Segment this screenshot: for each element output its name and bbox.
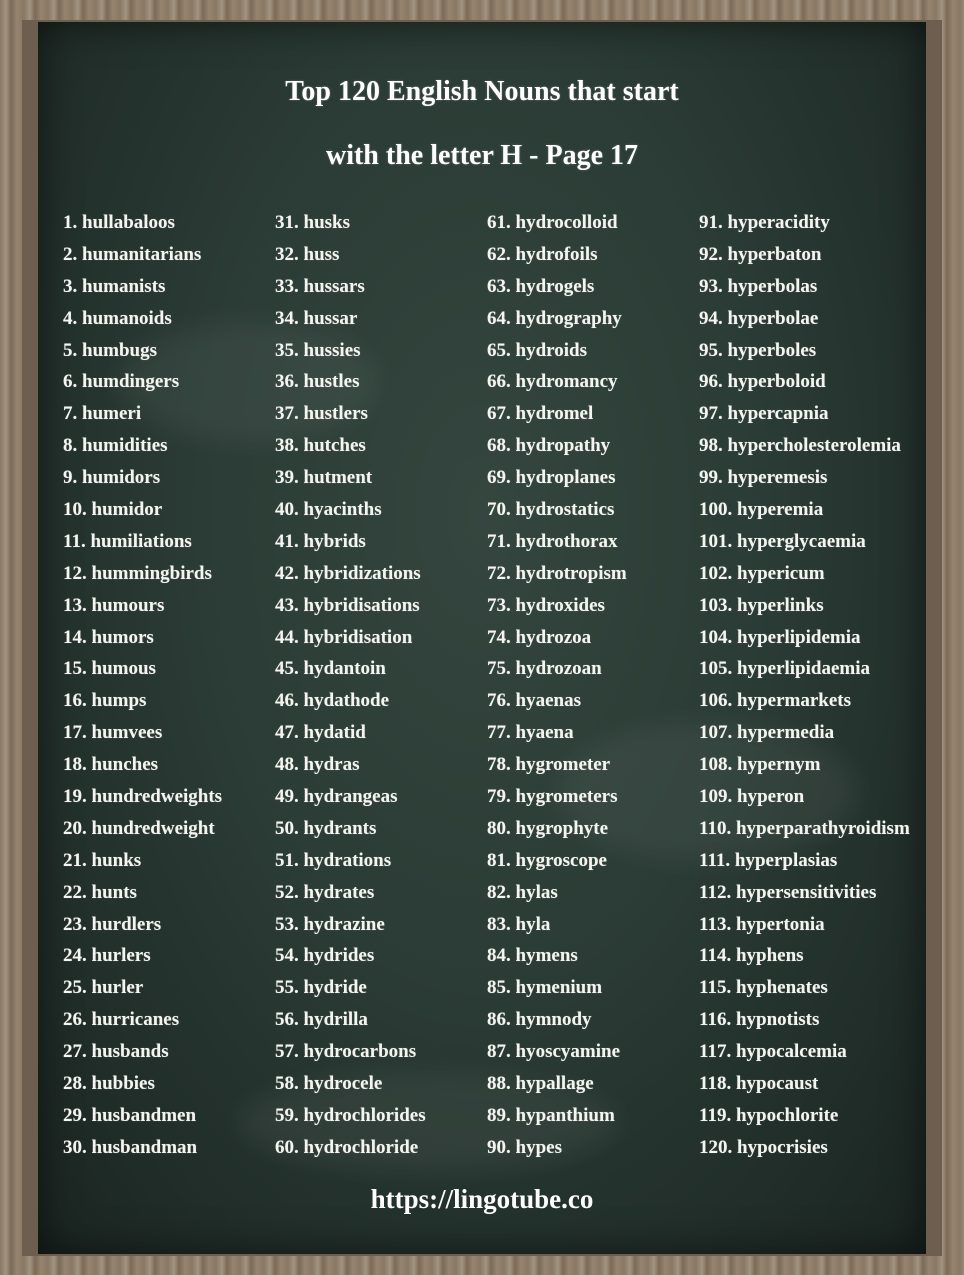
word-list-item: 45. hydantoin (275, 658, 386, 680)
word-list-item: 9. humidors (63, 467, 161, 489)
word-list-item: 69. hydroplanes (487, 467, 616, 489)
word-list-item: 54. hydrides (275, 945, 375, 967)
word-list-item: 98. hypercholesterolemia (699, 435, 901, 457)
word-list-item: 71. hydrothorax (487, 530, 618, 552)
word-list-item: 99. hyperemesis (699, 467, 828, 489)
word-list-item: 22. hunts (63, 881, 137, 903)
word-list-item: 13. humours (63, 594, 165, 616)
word-list-item: 103. hyperlinks (699, 594, 824, 616)
word-list-item: 33. hussars (275, 275, 365, 297)
word-list-item: 120. hypocrisies (699, 1136, 828, 1158)
word-list-item: 29. husbandmen (63, 1104, 197, 1126)
word-list-item: 85. hymenium (487, 977, 603, 999)
word-list-item: 89. hypanthium (487, 1104, 615, 1126)
word-list-item: 77. hyaena (487, 722, 574, 744)
word-list-item: 64. hydrography (487, 307, 622, 329)
word-list-item: 93. hyperbolas (699, 275, 818, 297)
word-list-item: 37. hustlers (275, 403, 368, 425)
word-list-item: 68. hydropathy (487, 435, 611, 457)
word-list-item: 35. hussies (275, 339, 361, 361)
word-list-item: 95. hyperboles (699, 339, 817, 361)
word-list-item: 78. hygrometer (487, 754, 611, 776)
word-list-item: 4. humanoids (63, 307, 172, 329)
word-list-item: 10. humidor (63, 499, 163, 521)
word-list-item: 87. hyoscyamine (487, 1041, 620, 1063)
word-list-item: 8. humidities (63, 435, 168, 457)
word-list-item: 91. hyperacidity (699, 212, 830, 233)
page-title-line-1: Top 120 English Nouns that start (285, 76, 679, 107)
word-list-item: 112. hypersensitivities (699, 881, 877, 903)
word-list-item: 46. hydathode (275, 690, 390, 712)
word-list-item: 76. hyaenas (487, 690, 581, 712)
word-list-item: 66. hydromancy (487, 371, 618, 393)
word-list-item: 65. hydroids (487, 339, 587, 361)
word-list-item: 36. hustles (275, 371, 360, 393)
word-list-item: 19. hundredweights (63, 786, 223, 808)
word-list-item: 6. humdingers (63, 371, 180, 393)
word-list-item: 31. husks (275, 212, 350, 233)
word-list-item: 106. hypermarkets (699, 690, 851, 712)
word-list-item: 39. hutment (275, 467, 373, 489)
word-list-item: 12. hummingbirds (63, 562, 212, 584)
word-list-item: 5. humbugs (63, 339, 157, 361)
word-list-item: 101. hyperglycaemia (699, 530, 866, 552)
word-list-item: 90. hypes (487, 1136, 562, 1158)
word-list-item: 51. hydrations (275, 849, 392, 871)
word-list-item: 57. hydrocarbons (275, 1041, 417, 1063)
word-list-item: 49. hydrangeas (275, 786, 398, 808)
word-list-item: 47. hydatid (275, 722, 366, 744)
word-list-item: 70. hydrostatics (487, 499, 615, 521)
word-list-item: 88. hypallage (487, 1073, 594, 1095)
word-list-item: 81. hygroscope (487, 849, 607, 871)
page-title-line-2: with the letter H - Page 17 (325, 140, 639, 171)
word-list-item: 96. hyperboloid (699, 371, 826, 393)
word-list-item: 58. hydrocele (275, 1073, 383, 1095)
word-column-2 (275, 210, 426, 1167)
word-list-item: 63. hydrogels (487, 275, 595, 297)
word-list-item: 15. humous (63, 658, 156, 680)
word-list-item: 52. hydrates (275, 881, 375, 903)
word-list-item: 116. hypnotists (699, 1009, 820, 1031)
word-list-item: 82. hylas (487, 881, 558, 903)
word-list-item: 92. hyperbaton (699, 243, 822, 265)
word-column-1 (63, 210, 222, 1167)
word-list-item: 53. hydrazine (275, 913, 385, 935)
word-list-item: 42. hybridizations (275, 562, 421, 584)
word-list-item: 102. hypericum (699, 562, 825, 584)
word-list-item: 7. humeri (63, 403, 142, 425)
word-list-item: 109. hyperon (699, 786, 805, 808)
word-list-item: 26. hurricanes (63, 1009, 180, 1031)
word-list-item: 55. hydride (275, 977, 367, 999)
word-list-item: 114. hyphens (699, 945, 804, 967)
word-list-item: 86. hymnody (487, 1009, 592, 1031)
word-list-item: 105. hyperlipidaemia (699, 658, 871, 680)
word-list-item: 2. humanitarians (63, 243, 202, 265)
word-list-item: 27. husbands (63, 1041, 169, 1063)
word-list-item: 119. hypochlorite (699, 1104, 839, 1126)
word-list-item: 24. hurlers (63, 945, 151, 967)
word-list-item: 75. hydrozoan (487, 658, 602, 680)
word-list-item: 84. hymens (487, 945, 578, 967)
word-list-item: 17. humvees (63, 722, 163, 744)
footer-url: https://lingotube.co (370, 1184, 594, 1214)
word-list-item: 23. hurdlers (63, 913, 162, 935)
word-list-item: 43. hybridisations (275, 594, 420, 616)
word-list-item: 11. humiliations (63, 530, 192, 552)
word-column-3 (487, 210, 627, 1167)
word-list-item: 25. hurler (63, 977, 144, 999)
word-list-item: 18. hunches (63, 754, 159, 776)
word-list-item: 34. hussar (275, 307, 358, 329)
word-list-item: 94. hyperbolae (699, 307, 819, 329)
word-list-item: 48. hydras (275, 754, 360, 776)
word-list-item: 56. hydrilla (275, 1009, 368, 1031)
word-list-item: 60. hydrochloride (275, 1136, 419, 1158)
word-list-item: 74. hydrozoa (487, 626, 592, 648)
word-list-item: 3. humanists (63, 275, 166, 297)
word-list-item: 115. hyphenates (699, 977, 828, 999)
word-list-item: 1. hullabaloos (63, 212, 175, 233)
word-list-item: 30. husbandman (63, 1136, 198, 1158)
word-list-item: 28. hubbies (63, 1073, 155, 1095)
word-list-item: 107. hypermedia (699, 722, 835, 744)
word-list-item: 41. hybrids (275, 530, 366, 552)
word-list-item: 117. hypocalcemia (699, 1041, 847, 1063)
word-column-4 (699, 210, 910, 1167)
word-list-item: 100. hyperemia (699, 499, 824, 521)
word-list-item: 16. humps (63, 690, 147, 712)
word-list-item: 79. hygrometers (487, 786, 618, 808)
word-list-item: 72. hydrotropism (487, 562, 627, 584)
word-list-item: 110. hyperparathyroidism (699, 817, 910, 839)
word-list-item: 67. hydromel (487, 403, 594, 425)
word-list-item: 62. hydrofoils (487, 243, 598, 265)
word-list-item: 97. hypercapnia (699, 403, 829, 425)
word-list-item: 73. hydroxides (487, 594, 605, 616)
word-list-item: 80. hygrophyte (487, 817, 609, 839)
word-list-item: 38. hutches (275, 435, 366, 457)
word-list-item: 111. hyperplasias (699, 849, 838, 871)
word-list-item: 83. hyla (487, 913, 551, 935)
word-list-item: 50. hydrants (275, 817, 377, 839)
word-list-item: 113. hypertonia (699, 913, 825, 935)
word-list-item: 104. hyperlipidemia (699, 626, 861, 648)
word-list-item: 108. hypernym (699, 754, 821, 776)
word-list-item: 20. hundredweight (63, 817, 215, 839)
word-list-item: 21. hunks (63, 849, 142, 871)
word-list-item: 61. hydrocolloid (487, 212, 618, 233)
word-list-item: 118. hypocaust (699, 1073, 819, 1095)
word-list-item: 40. hyacinths (275, 499, 382, 521)
word-list-item: 32. huss (275, 243, 340, 265)
word-list-item: 44. hybridisation (275, 626, 413, 648)
word-list-item: 14. humors (63, 626, 154, 648)
word-list-item: 59. hydrochlorides (275, 1104, 426, 1126)
